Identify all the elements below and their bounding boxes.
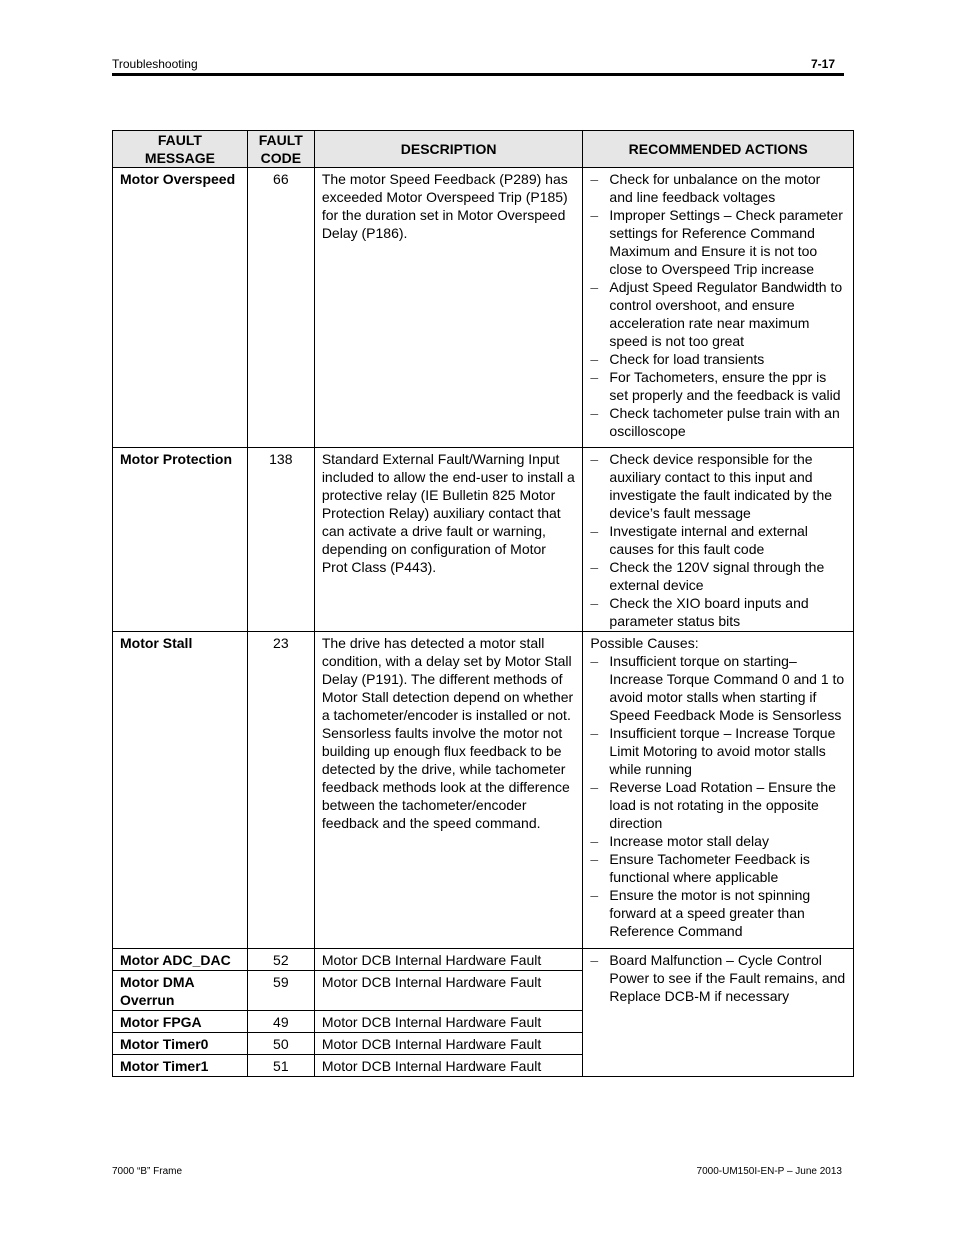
fault-message: Motor Overspeed (113, 168, 248, 448)
action-item: – Board Malfunction – Cycle Control Power to see if the Fault remains, and Replace DCB-M if necessary (590, 951, 846, 1005)
fault-description: Motor DCB Internal Hardware Fault (314, 949, 583, 971)
action-item: – Improper Settings – Check parameter settings for Reference Command Maximum and Ensure it is not too close to Overspeed Trip increase (590, 206, 846, 278)
action-item: – Increase motor stall delay (590, 832, 846, 850)
col-header-fault-code (247, 131, 314, 168)
fault-message: Motor Stall (113, 632, 248, 949)
col-header-actions: RECOMMENDED ACTIONS (583, 131, 854, 168)
fault-code: 59 (247, 971, 314, 1011)
table-row (113, 448, 854, 632)
footer-document-title: 7000 “B” Frame (112, 1166, 183, 1177)
fault-code: 23 (247, 632, 314, 949)
action-item: – Reverse Load Rotation – Ensure the load is not rotating in the opposite direction (590, 778, 846, 832)
fault-message: Motor Protection (113, 448, 248, 632)
fault-code: 49 (247, 1011, 314, 1033)
action-item: – Insufficient torque on starting– Increase Torque Command 0 and 1 to avoid motor stalls when starting if Speed Feedback Mode is Sensorless (590, 652, 846, 724)
fault-code: 50 (247, 1033, 314, 1055)
header-rule (112, 73, 844, 76)
col-header-description: DESCRIPTION (314, 131, 583, 168)
action-item: – Insufficient torque – Increase Torque Limit Motoring to avoid motor stalls while running (590, 724, 846, 778)
col-header-fault-message-line2: MESSAGE (144, 150, 215, 166)
fault-description: Standard External Fault/Warning Input included to allow the end-user to install a protective relay (IE Bulletin 825 Motor Protection Relay) auxiliary contact that can activate a drive fault or warning, depending on configuration of Motor Prot Class (P443). (314, 448, 583, 632)
fault-message: Motor Timer0 (113, 1033, 248, 1055)
col-header-fault-code-line2: CODE (260, 150, 302, 166)
fault-description: The drive has detected a motor stall condition, with a delay set by Motor Stall Delay (P191). The different methods of Motor Stall detection depend on whether a tachometer/encoder is installed or not. Sensorless faults involve the motor not building up enough flux feedback to be detected by the drive, while tachometer feedback methods look at the difference between the tachometer/encoder feedback and the speed command. (314, 632, 583, 949)
actions-intro: Possible Causes: (590, 635, 699, 651)
fault-code: 51 (247, 1055, 314, 1077)
fault-description: The motor Speed Feedback (P289) has exceeded Motor Overspeed Trip (P185) for the duration set in Motor Overspeed Delay (P186). (314, 168, 583, 448)
fault-code: 52 (247, 949, 314, 971)
recommended-actions (583, 168, 854, 448)
fault-message: Motor ADC_DAC (113, 949, 248, 971)
fault-description: Motor DCB Internal Hardware Fault (314, 1011, 583, 1033)
footer-publication-id: 7000-UM150I-EN-P – June 2013 (696, 1166, 842, 1177)
col-header-fault-message (113, 131, 248, 168)
table-row (113, 168, 854, 448)
action-item: – Check tachometer pulse train with an oscilloscope (590, 404, 846, 440)
table-row (113, 632, 854, 949)
recommended-actions (583, 632, 854, 949)
page-number: 7-17 (810, 57, 835, 71)
action-item: – Adjust Speed Regulator Bandwidth to control overshoot, and ensure acceleration rate near maximum speed is not too great (590, 278, 846, 350)
action-item: – Check for load transients (590, 350, 846, 368)
fault-message: Motor Timer1 (113, 1055, 248, 1077)
table-row (113, 949, 854, 971)
fault-table (112, 130, 854, 1077)
action-item: – Ensure the motor is not spinning forward at a speed greater than Reference Command (590, 886, 846, 940)
fault-description: Motor DCB Internal Hardware Fault (314, 1033, 583, 1055)
table-header-row (113, 131, 854, 168)
fault-message: Motor DMA Overrun (113, 971, 248, 1011)
col-header-fault-code-line1: FAULT (258, 132, 303, 148)
fault-code: 138 (247, 448, 314, 632)
running-header-section: Troubleshooting (112, 57, 198, 71)
fault-code: 66 (247, 168, 314, 448)
recommended-actions (583, 448, 854, 632)
fault-description: Motor DCB Internal Hardware Fault (314, 971, 583, 1011)
action-item: – Check device responsible for the auxiliary contact to this input and investigate the fault indicated by the device’s fault message (590, 450, 846, 522)
recommended-actions-shared (583, 949, 854, 1077)
action-item: – Check the 120V signal through the external device (590, 558, 846, 594)
action-item: – Check the XIO board inputs and parameter status bits (590, 594, 846, 630)
action-item: – Investigate internal and external causes for this fault code (590, 522, 846, 558)
fault-description: Motor DCB Internal Hardware Fault (314, 1055, 583, 1077)
fault-message: Motor FPGA (113, 1011, 248, 1033)
action-item: – For Tachometers, ensure the ppr is set properly and the feedback is valid (590, 368, 846, 404)
col-header-fault-message-line1: FAULT (157, 132, 202, 148)
action-item: – Ensure Tachometer Feedback is functional where applicable (590, 850, 846, 886)
action-item: – Check for unbalance on the motor and line feedback voltages (590, 170, 846, 206)
